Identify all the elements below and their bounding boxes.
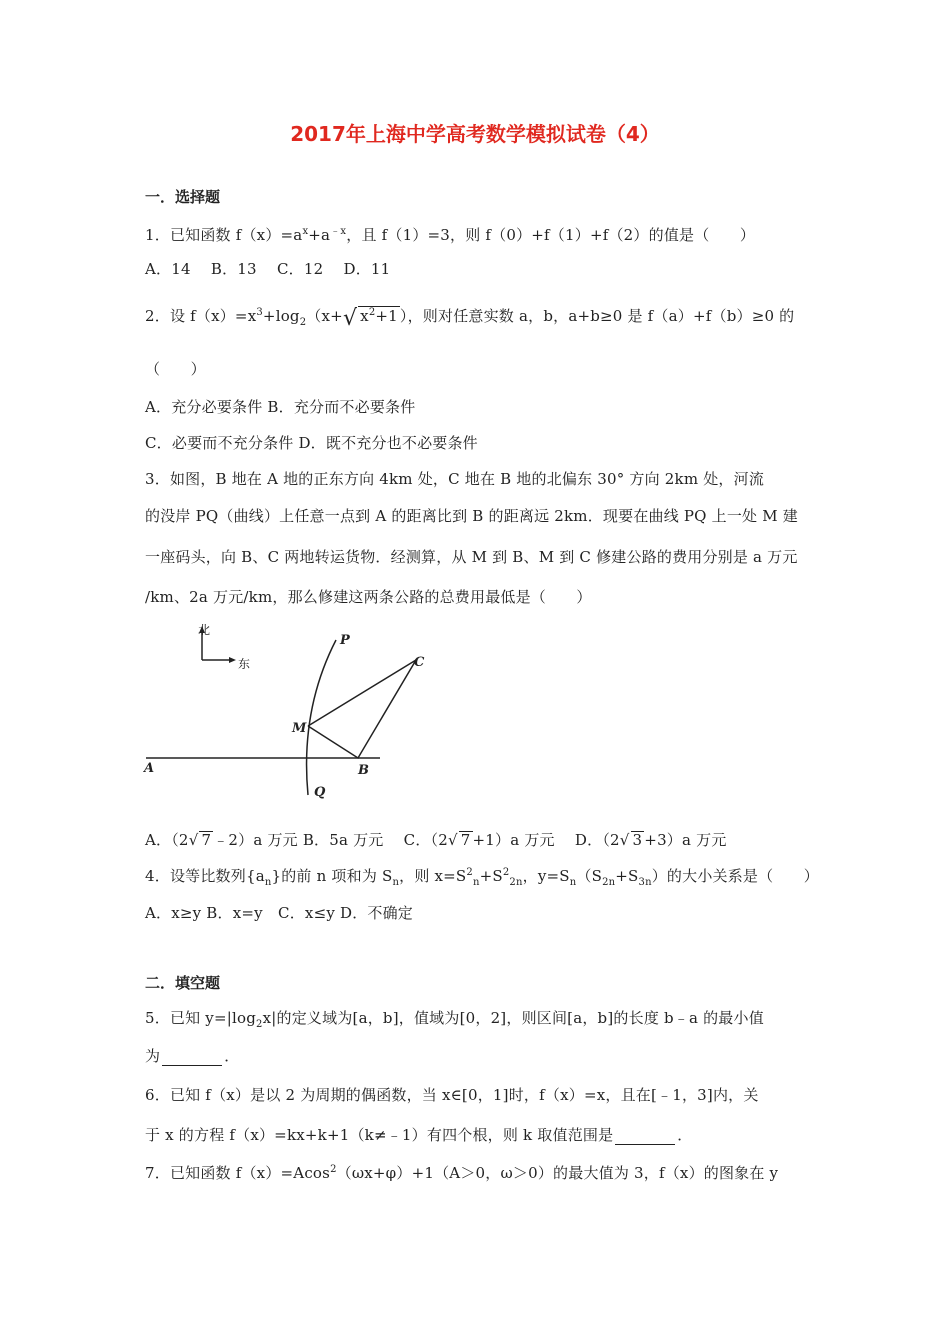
- question-2-stem: 2．设 $f(x)=x^3+\log_2(x+√$ $x^2+1$ ），则对任意实数 a，b，a+b≥0 是 f（a）+f（b）≥0 的: [145, 306, 795, 331]
- section-heading-fill: 二．填空题: [145, 974, 221, 992]
- section-heading-choice: 一．选择题: [145, 188, 221, 206]
- radical-sign-icon: √: [619, 831, 630, 849]
- north-label: 北: [198, 623, 211, 637]
- question-2-options-cd: C．必要而不充分条件 D．既不充分也不必要条件: [145, 434, 478, 452]
- question-3-line-4: /km、2a 万元/km，那么修建这两条公路的总费用最低是（ ）: [145, 588, 592, 606]
- answer-blank[interactable]: [162, 1050, 222, 1066]
- radical-sign-icon: √: [342, 306, 358, 331]
- triangle-mbc: [308, 660, 416, 758]
- radicand: $x^2+1$: [360, 307, 398, 325]
- answer-blank[interactable]: [615, 1129, 675, 1145]
- point-c-label: C: [414, 655, 425, 670]
- point-p-label: P: [340, 633, 350, 648]
- point-m-label: M: [292, 721, 307, 736]
- question-1-stem: 1．已知函数 $f(x)=a^x+a^{﹣x}$，且 f（1）=3，则 f（0）+f（1）+f（2）的值是（ ）: [145, 226, 756, 244]
- question-3-line-2: 的没岸 PQ（曲线）上任意一点到 A 的距离比到 B 的距离远 2km．现要在曲线 PQ 上一处 M 建: [145, 507, 798, 525]
- question-3-options: A．（2√ 7 ﹣2）a 万元 B．5a 万元 C．（2√ 7 +1）a 万元 D．（2√ 3 +3）a 万元: [145, 831, 727, 849]
- question-5-line-1: 5．已知 $y=|\log_2x|$的定义域为[a，b]，值域为[0，2]，则区间[a，b]的长度 b﹣a 的最小值: [145, 1009, 764, 1030]
- geometry-figure: [140, 620, 430, 805]
- question-3-line-3: 一座码头，向 B、C 两地转运货物．经测算，从 M 到 B、M 到 C 修建公路的费用分别是 a 万元: [145, 548, 798, 566]
- point-b-label: B: [358, 763, 369, 778]
- question-5-line-2: 为 ．: [145, 1047, 240, 1065]
- question-4-stem: 4．设等比数列$\{a_n\}$的前 n 项和为 $S_n$，则 $x=S^2_n+S^2_{2n}$，$y=S_n(S_{2n}+S_{3n})$的大小关系是（ ）: [145, 867, 819, 888]
- question-6-line-2: 于 x 的方程 f（x）=kx+k+1（k≠﹣1）有四个根，则 k 取值范围是 ．: [145, 1126, 693, 1144]
- radical-sign-icon: √: [448, 831, 458, 849]
- question-1-options: A．14 B．13 C．12 D．11: [145, 260, 391, 278]
- radical-sign-icon: √: [188, 831, 199, 849]
- question-3-line-1: 3．如图，B 地在 A 地的正东方向 4km 处，C 地在 B 地的北偏东 30° 方向 2km 处，河流: [145, 470, 765, 488]
- question-2-paren: （ ）: [145, 360, 206, 378]
- point-a-label: A: [144, 761, 155, 776]
- question-7-line-1: 7．已知函数 f（x）=Acos$^2$（ωx+φ）+1（A＞0，ω＞0）的最大值为 3，f（x）的图象在 y: [145, 1164, 779, 1182]
- question-6-line-1: 6．已知 f（x）是以 2 为周期的偶函数，当 x∈[0，1]时，f（x）=x，且在[﹣1，3]内，关: [145, 1086, 759, 1104]
- question-4-options: A．x≥y B．x=y C．x≤y D．不确定: [145, 904, 414, 922]
- question-2-options-ab: A．充分必要条件 B．充分而不必要条件: [145, 398, 416, 416]
- page-title: 2017年上海中学高考数学模拟试卷（4）: [290, 122, 660, 146]
- east-label: 东: [238, 657, 251, 671]
- point-q-label: Q: [314, 785, 326, 800]
